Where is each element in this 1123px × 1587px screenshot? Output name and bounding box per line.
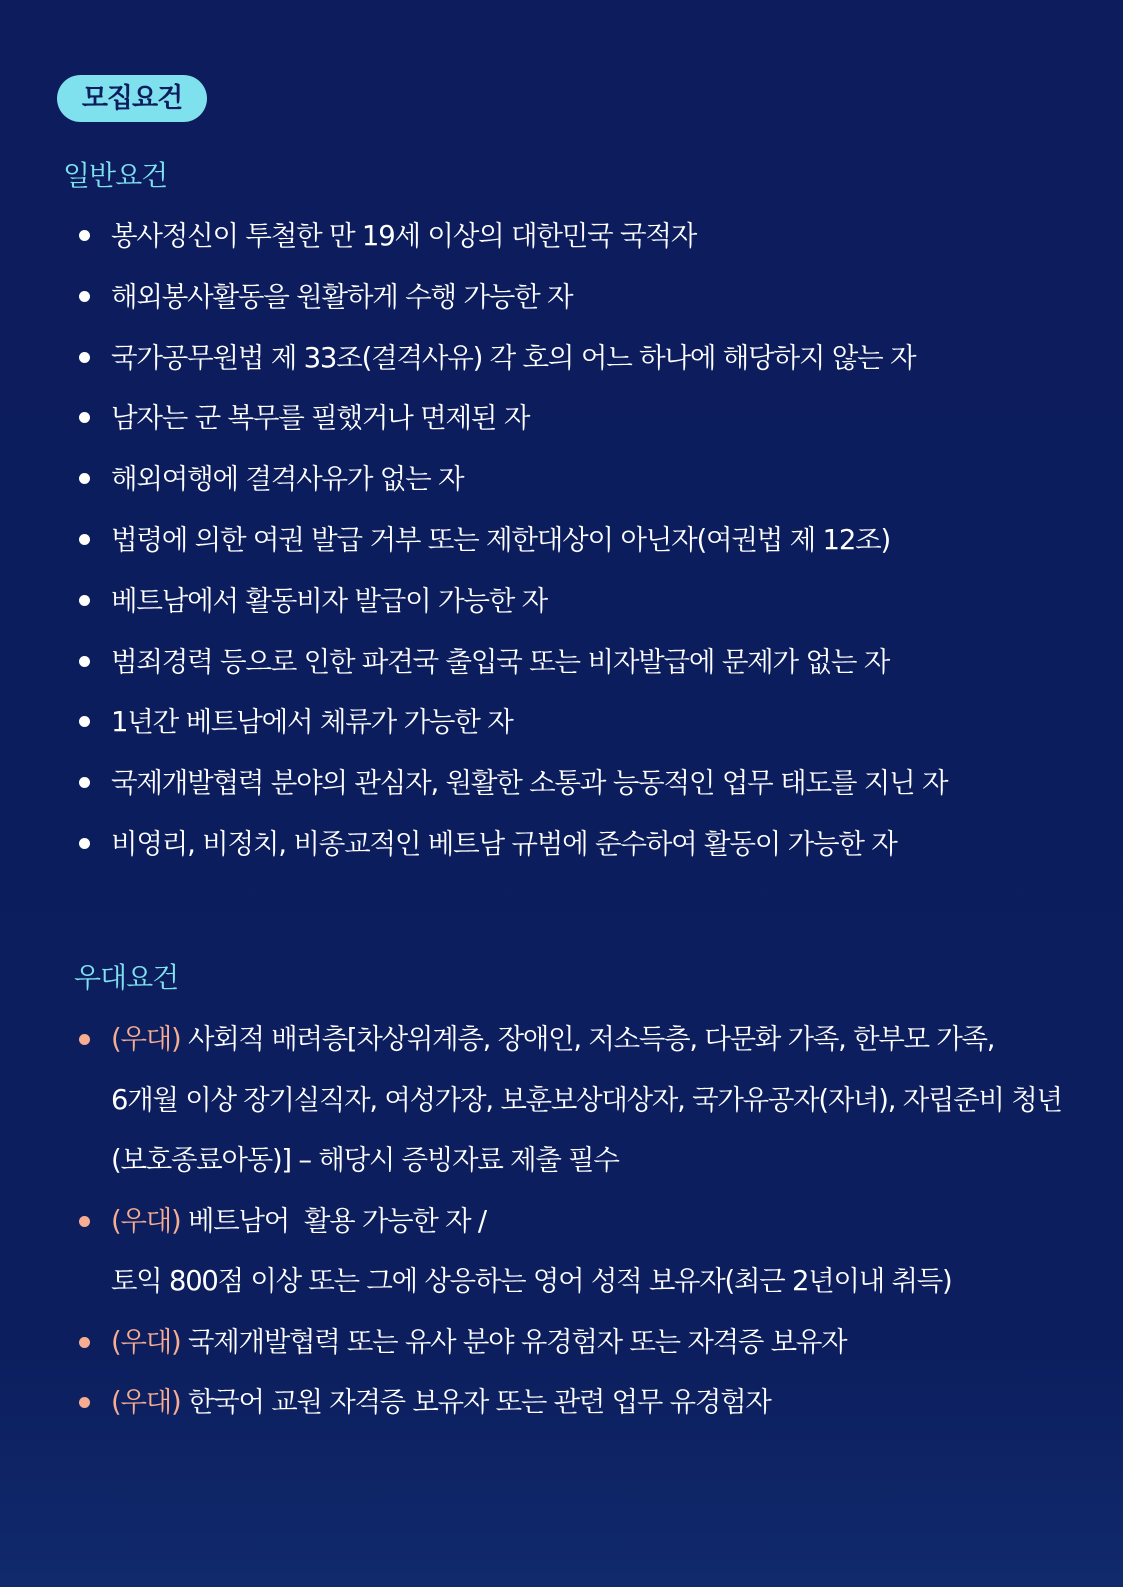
bullet-icon — [79, 716, 90, 727]
bullet-icon — [79, 1337, 90, 1348]
preferred-requirement-text: 6개월 이상 장기실직자, 여성가장, 보훈보상대상자, 국가유공자(자녀), 자립준비 청년 — [111, 1084, 1062, 1116]
preferred-requirements-title: 우대요건 — [74, 961, 179, 994]
general-requirement-item — [79, 826, 1119, 887]
general-requirement-item — [79, 279, 1119, 340]
preferred-requirement-item — [79, 1192, 1119, 1313]
bullet-icon — [79, 656, 90, 667]
bullet-icon — [79, 473, 90, 484]
preferred-tag: (우대) — [111, 1326, 181, 1358]
general-requirement-item — [79, 765, 1119, 826]
general-requirement-text: 남자는 군 복무를 필했거나 면제된 자 — [111, 402, 530, 435]
preferred-requirement-text: (보호종료아동)] – 해당시 증빙자료 제출 필수 — [111, 1145, 619, 1176]
preferred-requirement-text: 베트남어 활용 가능한 자 / — [187, 1205, 486, 1237]
preferred-tag: (우대) — [111, 1387, 181, 1418]
preferred-requirement-text: 사회적 배려층[차상위계층, 장애인, 저소득층, 다문화 가족, 한부모 가족, — [187, 1024, 995, 1055]
general-requirement-text: 비영리, 비정치, 비종교적인 베트남 규범에 준수하여 활동이 가능한 자 — [111, 827, 897, 860]
general-requirement-item — [79, 644, 1119, 705]
general-requirements-list — [79, 218, 1119, 887]
general-requirement-item — [79, 704, 1119, 765]
general-requirement-item — [79, 522, 1119, 583]
general-requirement-item — [79, 340, 1119, 401]
recruitment-requirements-badge: 모집요건 — [57, 75, 207, 122]
preferred-requirement-item — [79, 1010, 1119, 1192]
bullet-icon — [79, 777, 90, 788]
preferred-tag: (우대) — [111, 1205, 181, 1237]
bullet-icon — [79, 352, 90, 363]
general-requirement-text: 봉사정신이 투철한 만 19세 이상의 대한민국 국적자 — [111, 220, 697, 252]
general-requirements-title: 일반요건 — [63, 159, 168, 192]
general-requirement-text: 베트남에서 활동비자 발급이 가능한 자 — [111, 584, 548, 617]
bullet-icon — [79, 291, 90, 302]
general-requirement-text: 1년간 베트남에서 체류가 가능한 자 — [111, 706, 513, 739]
preferred-requirement-text: 국제개발협력 또는 유사 분야 유경험자 또는 자격증 보유자 — [187, 1326, 847, 1358]
general-requirement-text: 국가공무원법 제 33조(결격사유) 각 호의 어느 하나에 해당하지 않는 자 — [111, 341, 916, 374]
bullet-icon — [79, 412, 90, 423]
preferred-requirement-text: 한국어 교원 자격증 보유자 또는 관련 업무 유경험자 — [187, 1387, 771, 1418]
general-requirement-item — [79, 218, 1119, 279]
general-requirement-text: 해외봉사활동을 원활하게 수행 가능한 자 — [111, 280, 573, 313]
preferred-requirements-list — [79, 1010, 1119, 1434]
preferred-requirement-item — [79, 1313, 1119, 1374]
general-requirement-text: 범죄경력 등으로 인한 파견국 출입국 또는 비자발급에 문제가 없는 자 — [111, 645, 890, 678]
bullet-icon — [79, 838, 90, 849]
bullet-icon — [79, 230, 90, 241]
bullet-icon — [79, 595, 90, 606]
general-requirement-text: 법령에 의한 여권 발급 거부 또는 제한대상이 아닌자(여권법 제 12조) — [111, 523, 891, 556]
general-requirement-item — [79, 583, 1119, 644]
bullet-icon — [79, 1034, 90, 1045]
preferred-requirement-text: 토익 800점 이상 또는 그에 상응하는 영어 성적 보유자(최근 2년이내 취득) — [111, 1266, 952, 1297]
preferred-tag: (우대) — [111, 1024, 181, 1055]
bullet-icon — [79, 1216, 90, 1227]
bullet-icon — [79, 534, 90, 545]
general-requirement-item — [79, 461, 1119, 522]
bullet-icon — [79, 1397, 90, 1408]
general-requirement-item — [79, 400, 1119, 461]
general-requirement-text: 해외여행에 결격사유가 없는 자 — [111, 463, 464, 496]
general-requirement-text: 국제개발협력 분야의 관심자, 원활한 소통과 능동적인 업무 태도를 지닌 자 — [111, 767, 948, 800]
preferred-requirement-item — [79, 1373, 1119, 1434]
